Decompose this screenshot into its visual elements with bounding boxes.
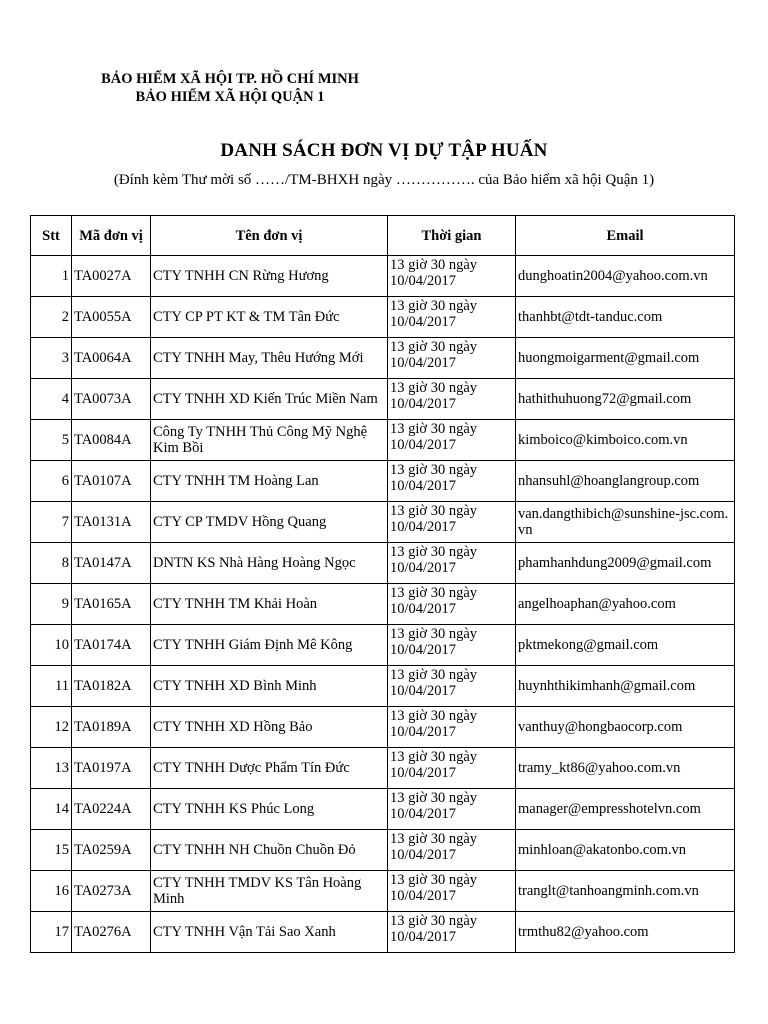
row-time: 13 giờ 30 ngày 10/04/2017 <box>388 461 516 502</box>
row-time: 13 giờ 30 ngày 10/04/2017 <box>388 830 516 871</box>
column-header-code: Mã đơn vị <box>72 216 151 256</box>
row-unit-code: TA0084A <box>72 420 151 461</box>
row-time: 13 giờ 30 ngày 10/04/2017 <box>388 420 516 461</box>
row-email: huynhthikimhanh@gmail.com <box>516 666 735 707</box>
row-unit-code: TA0259A <box>72 830 151 871</box>
row-stt: 15 <box>31 830 72 871</box>
row-stt: 5 <box>31 420 72 461</box>
row-unit-code: TA0107A <box>72 461 151 502</box>
table-row <box>31 584 735 625</box>
row-unit-code: TA0224A <box>72 789 151 830</box>
row-email: dunghoatin2004@yahoo.com.vn <box>516 256 735 297</box>
row-unit-name: CTY TNHH May, Thêu Hướng Mới <box>151 338 388 379</box>
row-unit-name: CTY TNHH TM Hoàng Lan <box>151 461 388 502</box>
row-unit-code: TA0276A <box>72 912 151 953</box>
column-header-stt: Stt <box>31 216 72 256</box>
row-email: nhansuhl@hoanglangroup.com <box>516 461 735 502</box>
row-unit-code: TA0147A <box>72 543 151 584</box>
row-email: tramy_kt86@yahoo.com.vn <box>516 748 735 789</box>
row-time: 13 giờ 30 ngày 10/04/2017 <box>388 789 516 830</box>
organization-name: BẢO HIỂM XÃ HỘI TP. HỒ CHÍ MINH <box>101 71 359 87</box>
row-unit-name: DNTN KS Nhà Hàng Hoàng Ngọc <box>151 543 388 584</box>
row-email: angelhoaphan@yahoo.com <box>516 584 735 625</box>
row-unit-code: TA0165A <box>72 584 151 625</box>
row-email: phamhanhdung2009@gmail.com <box>516 543 735 584</box>
row-time: 13 giờ 30 ngày 10/04/2017 <box>388 584 516 625</box>
row-stt: 6 <box>31 461 72 502</box>
row-stt: 8 <box>31 543 72 584</box>
row-email: huongmoigarment@gmail.com <box>516 338 735 379</box>
table-row <box>31 912 735 953</box>
row-unit-name: CTY TNHH Vận Tải Sao Xanh <box>151 912 388 953</box>
row-email: hathithuhuong72@gmail.com <box>516 379 735 420</box>
row-stt: 14 <box>31 789 72 830</box>
unit-list-table <box>30 215 735 953</box>
row-time: 13 giờ 30 ngày 10/04/2017 <box>388 912 516 953</box>
row-email: pktmekong@gmail.com <box>516 625 735 666</box>
row-time: 13 giờ 30 ngày 10/04/2017 <box>388 625 516 666</box>
row-stt: 13 <box>31 748 72 789</box>
row-stt: 16 <box>31 871 72 912</box>
row-email: van.dangthibich@sunshine-jsc.com.vn <box>516 502 735 543</box>
row-unit-code: TA0174A <box>72 625 151 666</box>
table-row <box>31 543 735 584</box>
table-row <box>31 666 735 707</box>
row-email: tranglt@tanhoangminh.com.vn <box>516 871 735 912</box>
organization-district: BẢO HIỂM XÃ HỘI QUẬN 1 <box>135 89 325 105</box>
table-row <box>31 830 735 871</box>
table-body <box>31 256 735 953</box>
table-row <box>31 338 735 379</box>
row-unit-code: TA0131A <box>72 502 151 543</box>
document-subtitle: (Đính kèm Thư mời số ……/TM-BHXH ngày ……………. của Bảo hiểm xã hội Quận 1) <box>113 172 655 188</box>
table-row <box>31 707 735 748</box>
row-stt: 11 <box>31 666 72 707</box>
row-stt: 2 <box>31 297 72 338</box>
row-unit-name: CTY TNHH XD Hồng Bảo <box>151 707 388 748</box>
row-unit-name: CTY CP PT KT & TM Tân Đức <box>151 297 388 338</box>
row-stt: 4 <box>31 379 72 420</box>
document-title: DANH SÁCH ĐƠN VỊ DỰ TẬP HUẤN <box>220 140 548 161</box>
row-time: 13 giờ 30 ngày 10/04/2017 <box>388 502 516 543</box>
table-row <box>31 789 735 830</box>
table-row <box>31 625 735 666</box>
table-row <box>31 256 735 297</box>
row-unit-code: TA0073A <box>72 379 151 420</box>
row-time: 13 giờ 30 ngày 10/04/2017 <box>388 666 516 707</box>
row-time: 13 giờ 30 ngày 10/04/2017 <box>388 748 516 789</box>
row-stt: 7 <box>31 502 72 543</box>
row-unit-name: CTY TNHH NH Chuồn Chuồn Đỏ <box>151 830 388 871</box>
row-stt: 10 <box>31 625 72 666</box>
row-unit-name: Công Ty TNHH Thủ Công Mỹ Nghệ Kim Bồi <box>151 420 388 461</box>
row-unit-code: TA0064A <box>72 338 151 379</box>
row-unit-code: TA0273A <box>72 871 151 912</box>
row-email: trmthu82@yahoo.com <box>516 912 735 953</box>
row-unit-name: CTY TNHH CN Rừng Hương <box>151 256 388 297</box>
table-row <box>31 297 735 338</box>
table-row <box>31 420 735 461</box>
table-row <box>31 379 735 420</box>
row-unit-name: CTY TNHH TM Khải Hoàn <box>151 584 388 625</box>
row-unit-code: TA0182A <box>72 666 151 707</box>
row-email: minhloan@akatonbo.com.vn <box>516 830 735 871</box>
row-email: manager@empresshotelvn.com <box>516 789 735 830</box>
row-time: 13 giờ 30 ngày 10/04/2017 <box>388 379 516 420</box>
row-unit-name: CTY TNHH XD Kiến Trúc Miền Nam <box>151 379 388 420</box>
table-row <box>31 748 735 789</box>
row-unit-code: TA0027A <box>72 256 151 297</box>
row-stt: 17 <box>31 912 72 953</box>
row-unit-code: TA0055A <box>72 297 151 338</box>
row-email: vanthuy@hongbaocorp.com <box>516 707 735 748</box>
table-row <box>31 502 735 543</box>
row-unit-name: CTY TNHH Giám Định Mê Kông <box>151 625 388 666</box>
row-time: 13 giờ 30 ngày 10/04/2017 <box>388 707 516 748</box>
row-time: 13 giờ 30 ngày 10/04/2017 <box>388 543 516 584</box>
column-header-email: Email <box>516 216 735 256</box>
row-stt: 3 <box>31 338 72 379</box>
row-unit-name: CTY TNHH Dược Phẩm Tín Đức <box>151 748 388 789</box>
table-row <box>31 871 735 912</box>
row-unit-code: TA0197A <box>72 748 151 789</box>
row-email: thanhbt@tdt-tanduc.com <box>516 297 735 338</box>
row-time: 13 giờ 30 ngày 10/04/2017 <box>388 297 516 338</box>
row-unit-name: CTY CP TMDV Hồng Quang <box>151 502 388 543</box>
row-unit-name: CTY TNHH TMDV KS Tân Hoàng Minh <box>151 871 388 912</box>
row-stt: 12 <box>31 707 72 748</box>
row-time: 13 giờ 30 ngày 10/04/2017 <box>388 871 516 912</box>
row-unit-name: CTY TNHH XD Bình Minh <box>151 666 388 707</box>
row-time: 13 giờ 30 ngày 10/04/2017 <box>388 338 516 379</box>
row-email: kimboico@kimboico.com.vn <box>516 420 735 461</box>
row-stt: 9 <box>31 584 72 625</box>
row-unit-code: TA0189A <box>72 707 151 748</box>
row-time: 13 giờ 30 ngày 10/04/2017 <box>388 256 516 297</box>
column-header-name: Tên đơn vị <box>151 216 388 256</box>
row-stt: 1 <box>31 256 72 297</box>
table-header-row <box>31 216 735 256</box>
column-header-time: Thời gian <box>388 216 516 256</box>
table-row <box>31 461 735 502</box>
row-unit-name: CTY TNHH KS Phúc Long <box>151 789 388 830</box>
